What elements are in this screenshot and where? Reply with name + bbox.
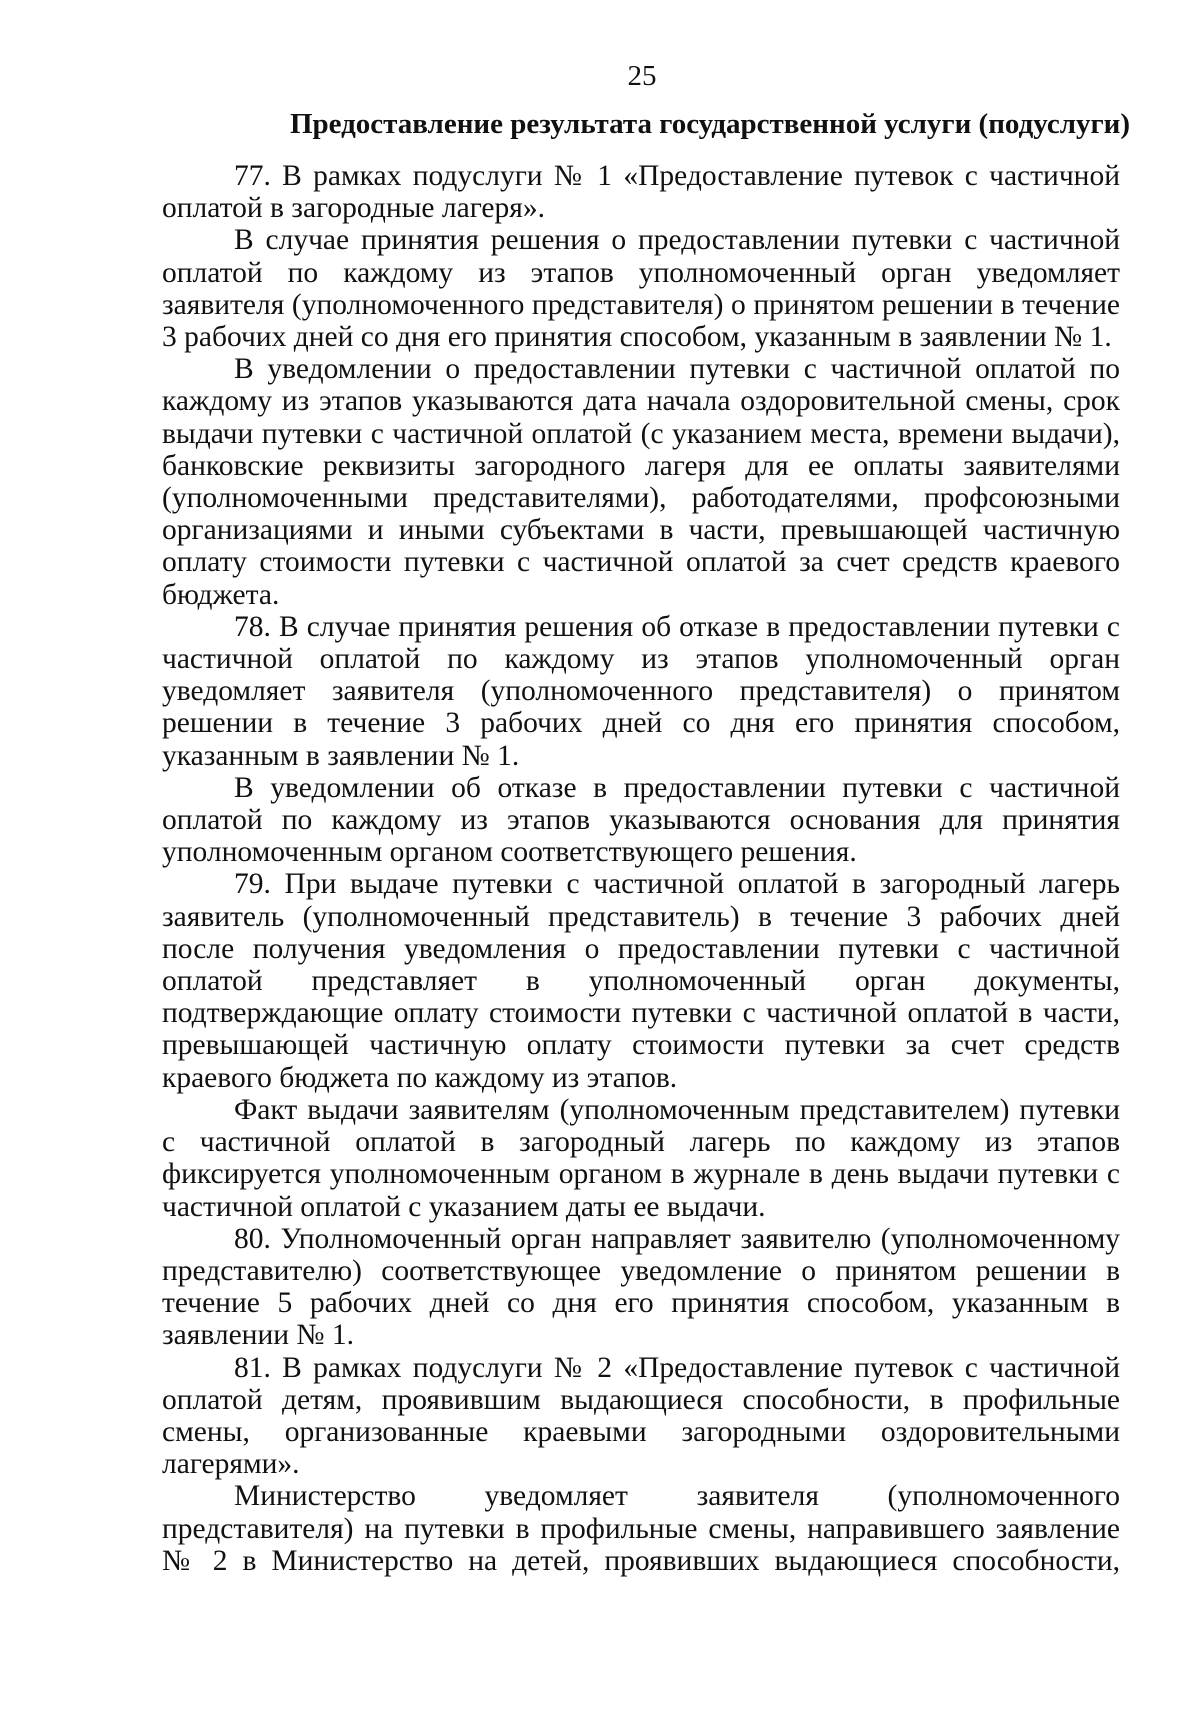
paragraph: В уведомлении о предоставлении путевки с частичной оплатой по каждому из этапов указываются дата начала оздоровительной смены, срок выдачи путевки с частичной оплатой (с указанием места, времени выдачи), банковские реквизиты загородного лагеря для ее оплаты заявителями (уполномоченными представителями), работодателями, профсоюзными организациями и иными субъектами в части, превышающей частичную оплату стоимости путевки с частичной оплатой за счет средств краевого бюджета. <box>162 353 1120 611</box>
paragraph-77: 77. В рамках подуслуги № 1 «Предоставление путевок с частичной оплатой в загородные лагеря». <box>162 160 1120 225</box>
paragraph: Факт выдачи заявителям (уполномоченным представителем) путевки с частичной оплатой в загородный лагерь по каждому из этапов фиксируется уполномоченным органом в журнале в день выдачи путевки с частичной оплатой с указанием даты ее выдачи. <box>162 1093 1120 1223</box>
document-body <box>162 160 1120 1577</box>
section-heading: Предоставление результата государственной услуги (подуслуги) <box>289 108 1131 140</box>
paragraph: В случае принятия решения о предоставлении путевки с частичной оплатой по каждому из этапов уполномоченный орган уведомляет заявителя (уполномоченного представителя) о принятом решении в течение 3 рабочих дней со дня его принятия способом, указанным в заявлении № 1. <box>162 224 1120 354</box>
page-number: 25 <box>627 60 657 92</box>
paragraph: В уведомлении об отказе в предоставлении путевки с частичной оплатой по каждому из этапов указываются основания для принятия уполномоченным органом соответствующего решения. <box>162 771 1120 869</box>
paragraph-80: 80. Уполномоченный орган направляет заявителю (уполномоченному представителю) соответствующее уведомление о принятом решении в течение 5 рабочих дней со дня его принятия способом, указанным в заявлении № 1. <box>162 1222 1120 1352</box>
paragraph: Министерство уведомляет заявителя (уполномоченного представителя) на путевки в профильные смены, направившего заявление № 2 в Министерство на детей, проявивших выдающиеся способности, <box>162 1480 1120 1577</box>
paragraph-81: 81. В рамках подуслуги № 2 «Предоставление путевок с частичной оплатой детям, проявившим выдающиеся способности, в профильные смены, организованные краевыми загородными оздоровительными лагерями». <box>162 1351 1120 1481</box>
paragraph-79: 79. При выдаче путевки с частичной оплатой в загородный лагерь заявитель (уполномоченный представитель) в течение 3 рабочих дней после получения уведомления о предоставлении путевки с частичной оплатой представляет в уполномоченный орган документы, подтверждающие оплату стоимости путевки с частичной оплатой в части, превышающей частичную оплату стоимости путевки за счет средств краевого бюджета по каждому из этапов. <box>162 868 1120 1094</box>
paragraph-78: 78. В случае принятия решения об отказе в предоставлении путевки с частичной оплатой по каждому из этапов уполномоченный орган уведомляет заявителя (уполномоченного представителя) о принятом решении в течение 3 рабочих дней со дня его принятия способом, указанным в заявлении № 1. <box>162 610 1120 772</box>
